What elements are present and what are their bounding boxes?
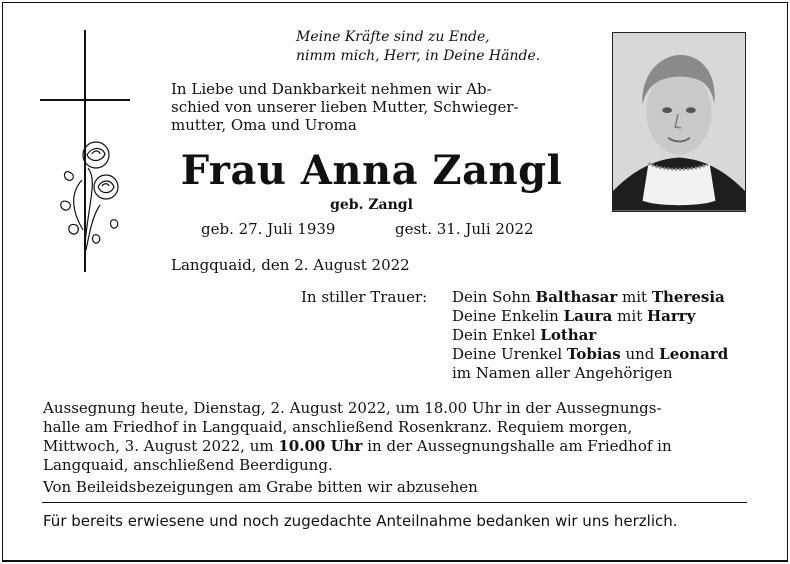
birth-name: geb. Zangl	[330, 197, 413, 213]
thanks-note: Für bereits erwiesene und noch zugedachte Anteilnahme bedanken wir uns herzlich.	[43, 512, 678, 530]
mourner-relation: Dein Sohn	[452, 288, 536, 306]
mourner-relation: Deine Enkelin	[452, 307, 564, 325]
mourner-line	[452, 345, 728, 364]
mourner-line	[452, 307, 728, 326]
mourner-relation: Dein Enkel	[452, 326, 541, 344]
birth-date: geb. 27. Juli 1939	[201, 220, 336, 238]
mourners-list	[452, 288, 728, 383]
mourner-name: Lothar	[540, 326, 597, 344]
service-line	[43, 437, 746, 456]
mourner-name: Theresia	[651, 288, 725, 306]
mourner-name: Leonard	[659, 345, 729, 363]
service-details	[43, 399, 746, 475]
service-line: Aussegnung heute, Dienstag, 2. August 2022, um 18.00 Uhr in der Aussegnungs-	[43, 399, 662, 417]
place-and-date: Langquaid, den 2. August 2022	[171, 256, 410, 274]
requiem-time: 10.00 Uhr	[278, 437, 363, 455]
intro-line: schied von unserer lieben Mutter, Schwieger-	[171, 98, 519, 116]
condolence-note: Von Beileidsbezeigungen am Grabe bitten wir abzusehen	[43, 478, 478, 496]
mourning-label: In stiller Trauer:	[301, 288, 428, 306]
mourner-relation: mit	[612, 307, 647, 325]
mourner-name: Harry	[647, 307, 696, 325]
cross-with-roses-icon	[38, 30, 130, 275]
service-text: in der Aussegnungshalle am Friedhof in	[362, 437, 672, 455]
service-line: Langquaid, anschließend Beerdigung.	[43, 456, 333, 474]
motto-line: nimm mich, Herr, in Deine Hände.	[296, 48, 541, 64]
motto-verse	[296, 28, 540, 66]
mourner-name: Balthasar	[535, 288, 618, 306]
motto-line: Meine Kräfte sind zu Ende,	[296, 29, 490, 45]
deceased-name: Frau Anna Zangl	[180, 147, 563, 194]
divider	[42, 502, 747, 503]
mourner-relation: mit	[617, 288, 652, 306]
mourner-line	[452, 326, 728, 345]
mourner-name: Laura	[563, 307, 613, 325]
portrait-photo	[612, 32, 746, 212]
intro-line: In Liebe und Dankbarkeit nehmen wir Ab-	[171, 80, 492, 98]
mourner-name: Tobias	[566, 345, 621, 363]
service-line: halle am Friedhof in Langquaid, anschließend Rosenkranz. Requiem morgen,	[43, 418, 633, 436]
mourner-relation: im Namen aller Angehörigen	[452, 364, 673, 382]
mourner-line	[452, 288, 728, 307]
intro-text	[171, 80, 572, 134]
service-text: Mittwoch, 3. August 2022, um	[43, 437, 279, 455]
death-date: gest. 31. Juli 2022	[395, 220, 534, 238]
intro-line: mutter, Oma und Uroma	[171, 116, 357, 134]
mourner-line	[452, 364, 728, 383]
mourner-relation: Deine Urenkel	[452, 345, 567, 363]
mourner-relation: und	[620, 345, 660, 363]
